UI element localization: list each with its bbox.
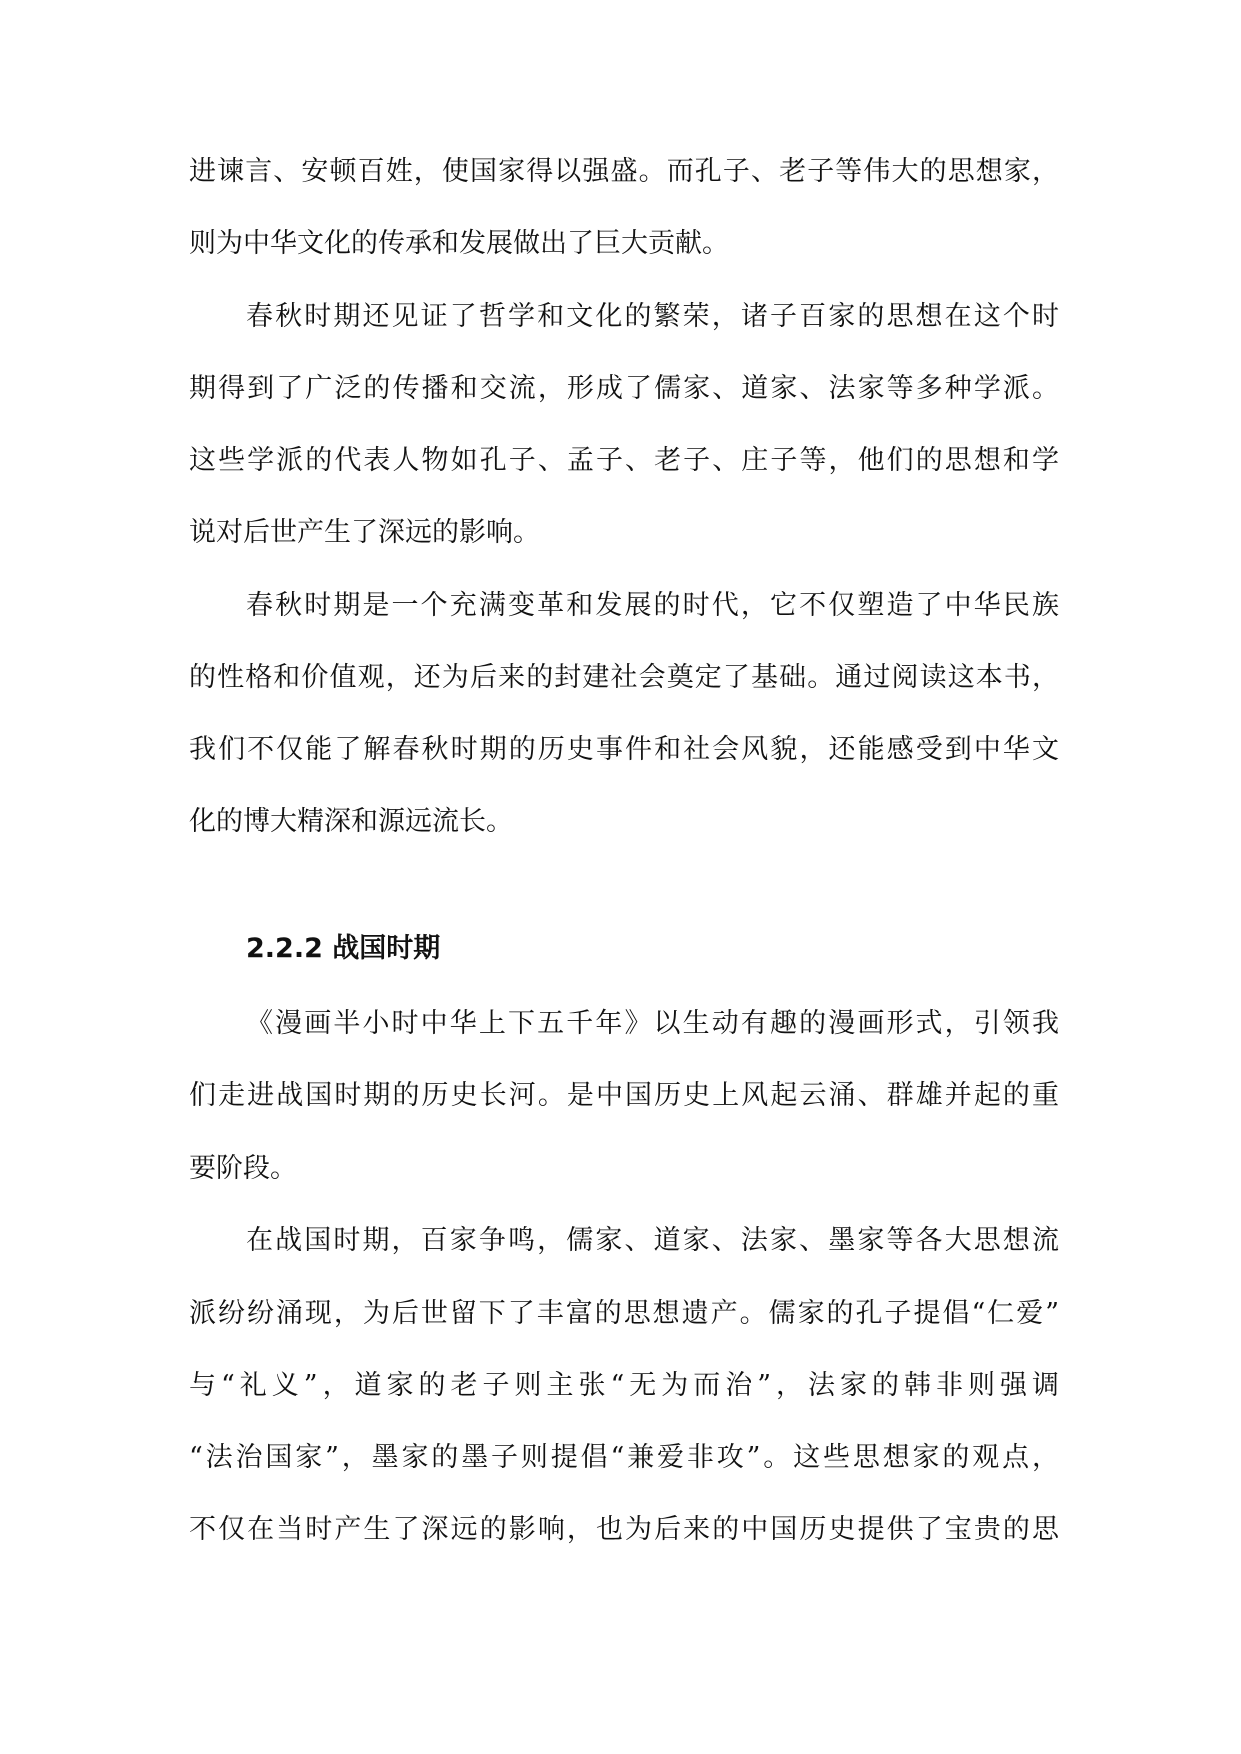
paragraph-3-line-2: 的性格和价值观，还为后来的封建社会奠定了基础。通过阅读这本书， [189,662,1059,693]
section-title: 战国时期 [332,933,441,964]
paragraph-3-line-4: 化的博大精深和源远流长。 [189,806,513,837]
paragraph-2-line-3: 这些学派的代表人物如孔子、孟子、老子、庄子等，他们的思想和学 [189,445,1059,476]
paragraph-3-line-3: 我们不仅能了解春秋时期的历史事件和社会风貌，还能感受到中华文 [189,734,1059,765]
paragraph-5-line-3: 与“礼义”，道家的老子则主张“无为而治”，法家的韩非则强调 [189,1370,1059,1401]
paragraph-3-line-1: 春秋时期是一个充满变革和发展的时代，它不仅塑造了中华民族 [246,590,1059,621]
paragraph-5-line-1: 在战国时期，百家争鸣，儒家、道家、法家、墨家等各大思想流 [246,1225,1059,1256]
paragraph-4-line-2: 们走进战国时期的历史长河。是中国历史上风起云涌、群雄并起的重 [189,1080,1059,1111]
section-heading [246,929,440,969]
paragraph-5-line-4: “法治国家”，墨家的墨子则提倡“兼爱非攻”。这些思想家的观点， [189,1442,1059,1473]
paragraph-5-line-2: 派纷纷涌现，为后世留下了丰富的思想遗产。儒家的孔子提倡“仁爱” [189,1298,1059,1329]
paragraph-1-line-2: 则为中华文化的传承和发展做出了巨大贡献。 [189,228,729,259]
paragraph-2-line-4: 说对后世产生了深远的影响。 [189,517,540,548]
paragraph-4-line-1: 《漫画半小时中华上下五千年》以生动有趣的漫画形式，引领我 [246,1008,1059,1039]
paragraph-2-line-1: 春秋时期还见证了哲学和文化的繁荣，诸子百家的思想在这个时 [246,301,1059,332]
paragraph-4-line-3: 要阶段。 [189,1153,297,1184]
paragraph-2-line-2: 期得到了广泛的传播和交流，形成了儒家、道家、法家等多种学派。 [189,373,1059,404]
paragraph-1-line-1: 进谏言、安顿百姓，使国家得以强盛。而孔子、老子等伟大的思想家， [189,156,1059,187]
paragraph-5-line-5: 不仅在当时产生了深远的影响，也为后来的中国历史提供了宝贵的思 [189,1514,1059,1545]
section-number: 2.2.2 [246,933,323,964]
